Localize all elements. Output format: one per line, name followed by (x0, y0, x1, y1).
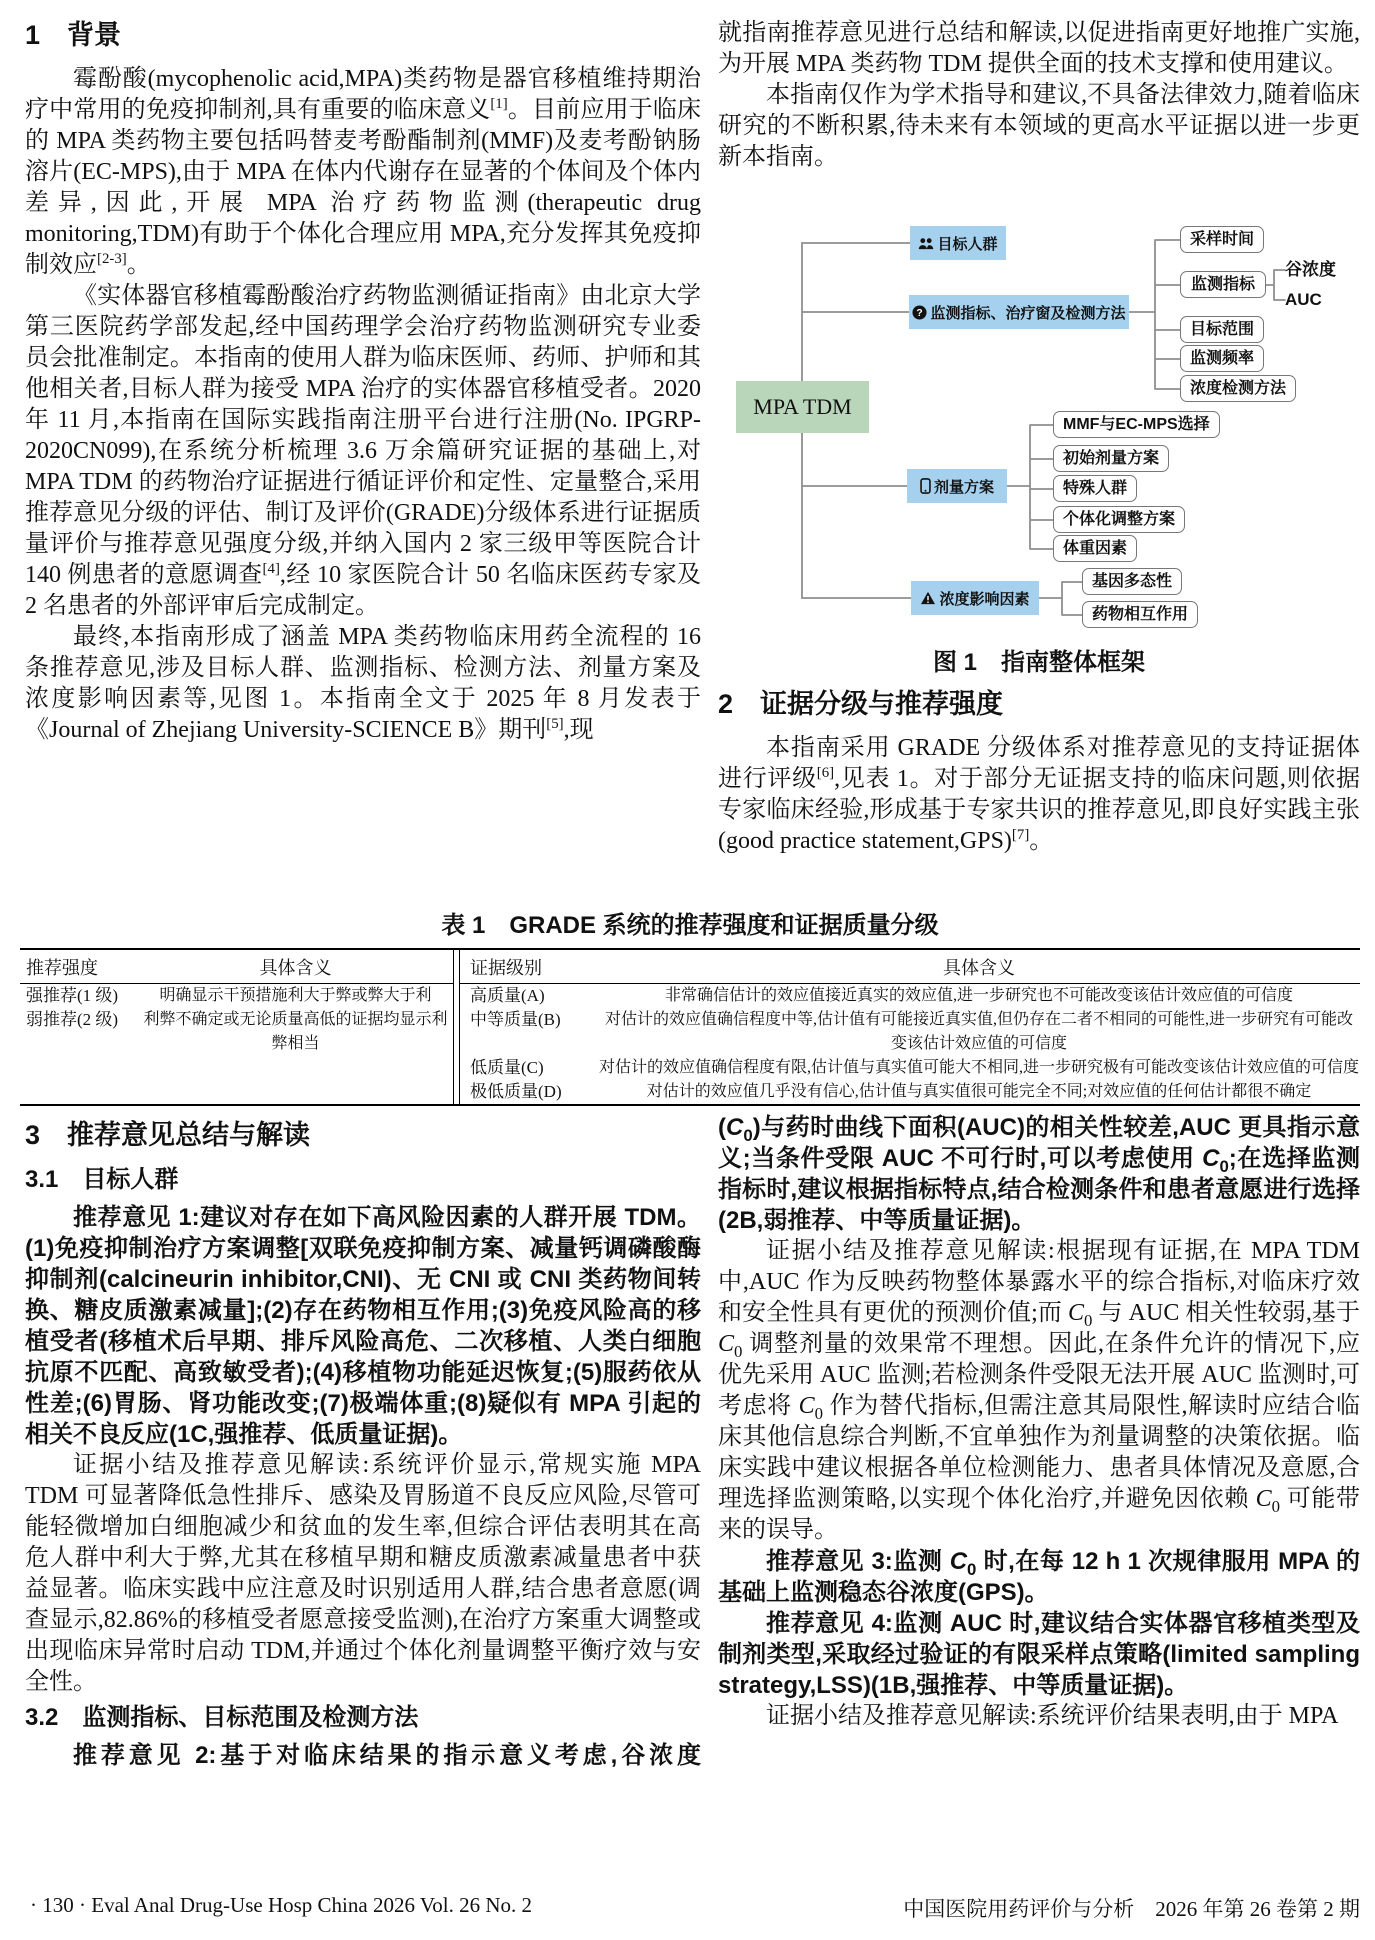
table-double-divider (453, 950, 460, 1104)
question-icon (912, 305, 927, 320)
footer-right-text: 中国医院用药评价与分析 2026 年第 26 卷第 2 期 (903, 1897, 1360, 1921)
recommendation-2-start: 推荐意见 2:基于对临床结果的指示意义考虑,谷浓度 (73, 1742, 701, 1769)
node-sampling-time: 采样时间 (1180, 226, 1264, 253)
evidence-summary-1: 证据小结及推荐意见解读:系统评价显示,常规实施 MPA TDM 可显著降低急性排斥、感染及胃肠道不良反应风险,尽管可能轻微增加白细胞减少和贫血的发生率,但综合评估表明其在高危人群中利大于弊,尤其在移植早期和糖皮质激素减量患者中获益显著。临床实践中应注意及时识别适用人群,结合患者意愿(调查显示,82.86%的移植受者愿意接受监测),在治疗方案重大调整或出现临床异常时启动 TDM,并通过个体化剂量调整平衡疗效与安全性。 (25, 1452, 701, 1695)
right-column-bottom (718, 1112, 1360, 1732)
cell-strength: 弱推荐(2 级) (26, 1010, 119, 1029)
table-1 (20, 905, 1360, 1106)
node-drug-interaction: 药物相互作用 (1082, 601, 1198, 628)
recommendation-2-continuation: $(C_0)$与药时曲线下面积(AUC)的相关性较差,AUC 更具指示意义;当条件受限 AUC 不可行时,可以考虑使用 $C_0$;在选择监测指标时,建议根据指标特点,结合检测条件和患者意愿进行选择(2B,弱推荐、中等质量证据)。 (718, 1114, 1360, 1234)
cell-strength: 强推荐(1 级) (26, 986, 119, 1005)
table-row (460, 1008, 1360, 1056)
branch-label: 浓度影响因素 (939, 590, 1030, 608)
section-3-1-heading: 3.1 目标人群 (25, 1166, 179, 1193)
node-initial-dose: 初始剂量方案 (1053, 445, 1169, 472)
col-header-meaning: 具体含义 (943, 957, 1015, 978)
node-target-range: 目标范围 (1180, 316, 1264, 343)
recommendation-1: 推荐意见 1:建议对存在如下高风险因素的人群开展 TDM。(1)免疫抑制治疗方案调整[双联免疫抑制方案、减量钙调磷酸酶抑制剂(calcineurin inhibitor,CNI)、无 CNI 或 CNI 类药物间转换、糖皮质激素减量];(2)存在药物相互作用;(3)免疫风险高的移植受者(移植术后早期、排斥风险高危、二次移植、人类白细胞抗原不匹配、高致敏受者);(4)移植物功能延迟恢复;(5)服药依从性差;(6)胃肠、肾功能改变;(7)极端体重;(8)疑似有 MPA 引起的相关不良反应(1C,强推荐、低质量证据)。 (25, 1204, 701, 1448)
cell-meaning: 明确显示干预措施利大于弊或弊大于利 (159, 987, 432, 1004)
table-row (460, 1080, 1360, 1104)
footer-left-text: · 130 · Eval Anal Drug-Use Hosp China 2026 Vol. 26 No. 2 (30, 1893, 533, 1917)
node-body-weight: 体重因素 (1053, 535, 1137, 562)
phone-icon (920, 478, 931, 494)
node-mmf-ecmps: MMF与EC-MPS选择 (1053, 411, 1220, 438)
table-row (20, 984, 453, 1008)
section-2-paragraph: 本指南采用 GRADE 分级体系对推荐意见的支持证据体进行评级[6],见表 1。对于部分无证据支持的临床问题,则依据专家临床经验,形成基于专家共识的推荐意见,即良好实践主张(good practice statement,GPS)[7]。 (718, 735, 1361, 854)
branch-target-population (910, 226, 1006, 260)
node-monitoring-frequency: 监测频率 (1180, 345, 1264, 372)
people-icon (918, 237, 934, 250)
figure-root-node (736, 381, 869, 433)
continuation-paragraph: 就指南推荐意见进行总结和解读,以促进指南更好地推广实施,为开展 MPA 类药物 TDM 提供全面的技术支撑和使用建议。 (718, 20, 1360, 77)
recommendation-3: 推荐意见 3:监测 $C_0$ 时,在每 12 h 1 次规律服用 MPA 的基础上监测稳态谷浓度(GPS)。 (718, 1548, 1360, 1606)
node-individualized-adjustment: 个体化调整方案 (1053, 506, 1185, 533)
section-1-paragraph-1: 霉酚酸(mycophenolic acid,MPA)类药物是器官移植维持期治疗中常用的免疫抑制剂,具有重要的临床意义[1]。目前应用于临床的 MPA 类药物主要包括吗替麦考酚酯制剂(MMF)及麦考酚钠肠溶片(EC-MPS),由于 MPA 在体内代谢存在显著的个体间及个体内差异,因此,开展 MPA 治疗药物监测(therapeutic drug monitoring,TDM)有助于个体化合理应用 MPA,充分发挥其免疫抑制效应[2-3]。 (25, 66, 702, 278)
branch-label: 监测指标、治疗窗及检测方法 (930, 304, 1126, 322)
branch-monitoring-indicators (909, 295, 1129, 329)
left-column-top (25, 18, 701, 746)
figure-1-caption: 图 1 指南整体框架 (932, 649, 1145, 676)
warning-icon (920, 591, 936, 605)
cell-meaning: 对估计的效应值确信程度中等,估计值有可能接近真实值,但仍存在二者不相同的可能性,进一步研究有可能改变该估计效应值的可信度 (604, 1011, 1353, 1052)
disclaimer-paragraph: 本指南仅作为学术指导和建议,不具备法律效力,随着临床研究的不断积累,待未来有本领域的更高水平证据以进一步更新本指南。 (718, 82, 1360, 170)
cell-meaning: 利弊不确定或无论质量高低的证据均显示利弊相当 (143, 1011, 448, 1052)
col-header-meaning: 具体含义 (259, 957, 332, 978)
cell-evidence-level: 中等质量(B) (470, 1010, 561, 1029)
cell-meaning: 对估计的效应值几乎没有信心,估计值与真实值很可能完全不同;对效应值的任何估计都很不确定 (646, 1083, 1312, 1100)
cell-meaning: 对估计的效应值确信程度有限,估计值与真实值可能大不相同,进一步研究极有可能改变该估计效应值的可信度 (598, 1059, 1359, 1076)
recommendation-4: 推荐意见 4:监测 AUC 时,建议结合实体器官移植类型及制剂类型,采取经过验证的有限采样点策略(limited sampling strategy,LSS)(1B,强推荐、中等质量证据)。 (718, 1610, 1360, 1699)
cell-evidence-level: 高质量(A) (470, 986, 545, 1005)
figure-root-label: MPA TDM (753, 394, 852, 419)
cell-evidence-level: 低质量(C) (470, 1058, 544, 1077)
branch-concentration-factors (911, 581, 1039, 615)
evidence-summary-3-start: 证据小结及推荐意见解读:系统评价结果表明,由于 MPA (766, 1703, 1339, 1729)
branch-label: 目标人群 (937, 235, 998, 253)
section-1-paragraph-3: 最终,本指南形成了涵盖 MPA 类药物临床用药全流程的 16 条推荐意见,涉及目标人群、监测指标、检测方法、剂量方案及浓度影响因素等,见图 1。本指南全文于 2025 年 8 月发表于《Journal of Zhejiang University-SCIENCE B》期刊[5],现 (25, 624, 701, 743)
section-3-heading: 3 推荐意见总结与解读 (25, 1120, 311, 1150)
leaf-auc: AUC (1285, 290, 1322, 309)
table-left-half (20, 950, 453, 1104)
section-2-heading: 2 证据分级与推荐强度 (718, 689, 1004, 719)
branch-label: 剂量方案 (933, 478, 994, 496)
node-gene-polymorphism: 基因多态性 (1082, 568, 1182, 595)
node-concentration-assay: 浓度检测方法 (1180, 375, 1296, 402)
table-1-title: 表 1 GRADE 系统的推荐强度和证据质量分级 (441, 912, 939, 939)
svg-text:?: ? (916, 307, 924, 319)
branch-dosage-regimen (907, 469, 1007, 503)
table-left-header (20, 950, 453, 984)
cell-meaning: 非常确信估计的效应值接近真实的效应值,进一步研究也不可能改变该估计效应值的可信度 (664, 987, 1293, 1004)
evidence-summary-2: 证据小结及推荐意见解读:根据现有证据,在 MPA TDM 中,AUC 作为反映药物整体暴露水平的综合指标,对临床疗效和安全性具有更优的预测价值;而 $C_0$ 与 AUC 相关性较弱,基于 $C_0$ 调整剂量的效果常不理想。因此,在条件允许的情况下,应优先采用 AUC 监测;若检测条件受限无法开展 AUC 监测时,可考虑将 $C_0$ 作为替代指标,但需注意其局限性,解读时应结合临床其他信息综合判断,不宜单独作为剂量调整的决策依据。临床实践中建议根据各单位检测能力、患者具体情况及意愿,合理选择监测策略,以实现个体化治疗,并避免因依赖 $C_0$ 可能带来的误导。 (718, 1238, 1361, 1543)
table-row (460, 984, 1360, 1008)
table-right-half (460, 950, 1360, 1104)
col-header-evidence-level: 证据级别 (470, 957, 542, 978)
section-1-paragraph-2: 《实体器官移植霉酚酸治疗药物监测循证指南》由北京大学第三医院药学部发起,经中国药理学会治疗药物监测研究专业委员会批准制定。本指南的使用人群为临床医师、药师、护师和其他相关者,目标人群为接受 MPA 治疗的实体器官移植受者。2020 年 11 月,本指南在国际实践指南注册平台进行注册(No. IPGRP-2020CN099),在系统分析梳理 3.6 万余篇研究证据的基础上,对 MPA TDM 的药物治疗证据进行循证评价和定性、定量整合,采用推荐意见分级的评估、制订及评价(GRADE)分级体系进行证据质量评价与推荐意见强度分级,并纳入国内 2 家三级甲等医院合计 140 例患者的意愿调查[4],经 10 家医院合计 50 名临床医药专家及 2 名患者的外部评审后完成制定。 (25, 283, 701, 619)
table-right-header (460, 950, 1360, 984)
section-1-heading: 1 背景 (25, 20, 122, 50)
node-monitoring-index: 监测指标 (1180, 271, 1266, 298)
figure-1-flowchart (718, 179, 1360, 634)
page-footer (30, 1893, 1360, 1923)
table-row (20, 1008, 453, 1056)
left-column-bottom (25, 1118, 701, 1771)
leaf-trough-concentration: 谷浓度 (1285, 260, 1336, 279)
node-special-population: 特殊人群 (1053, 475, 1137, 502)
col-header-strength: 推荐强度 (26, 957, 98, 978)
right-column-top (718, 18, 1360, 857)
section-3-2-heading: 3.2 监测指标、目标范围及检测方法 (25, 1704, 419, 1731)
table-row (460, 1056, 1360, 1080)
cell-evidence-level: 极低质量(D) (470, 1082, 562, 1101)
table-1-grid (20, 948, 1360, 1106)
